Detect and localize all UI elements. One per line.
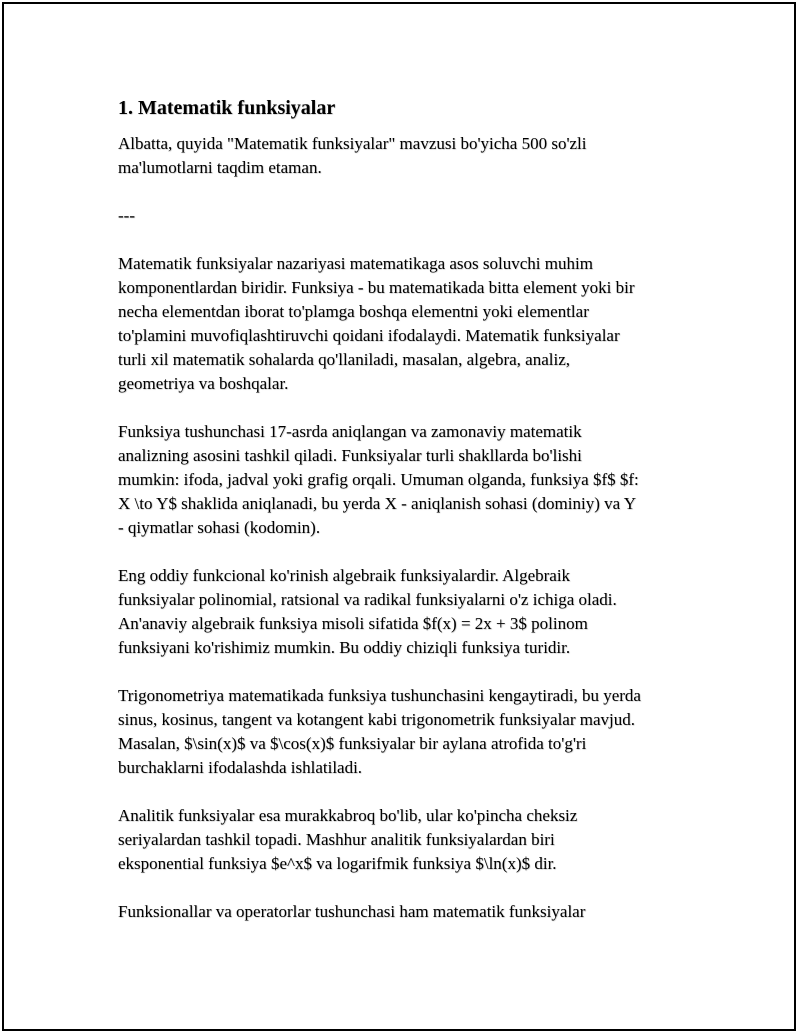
intro-paragraph: Albatta, quyida "Matematik funksiyalar" mavzusi bo'yicha 500 so'zli ma'lumotlarni taqdim etaman. bbox=[118, 134, 587, 177]
paragraph-trigonometric: Trigonometriya matematikada funksiya tushunchasini kengaytiradi, bu yerda sinus, kosinus, tangent va kotangent kabi trigonometrik funksiyalar mavjud. Masalan, $\sin(x)$ va $\cos(x)$ funksiyalar bir aylana atrofida to'g'ri burchaklarni ifodalashda ishlatiladi. bbox=[118, 686, 641, 777]
separator-line: --- bbox=[118, 206, 135, 225]
paragraph-definition: Matematik funksiyalar nazariyasi matematikaga asos soluvchi muhim komponentlardan biridir. Funksiya - bu matematikada bitta element yoki bir necha elementdan iborat to'plamga boshqa elementni yoki elementlar to'plamini muvofiqlashtiruvchi qoidani ifodalaydi. Matematik funksiyalar turli xil matematik sohalarda qo'llaniladi, masalan, algebra, analiz, geometriya va boshqalar. bbox=[118, 254, 635, 393]
paragraph-algebraic: Eng oddiy funkcional ko'rinish algebraik funksiyalardir. Algebraik funksiyalar polinomial, ratsional va radikal funksiyalarni o'z ichiga oladi. An'anaviy algebraik funksiya misoli sifatida $f(x) = 2x + 3$ polinom funksiyani ko'rishimiz mumkin. Bu oddiy chiziqli funksiya turidir. bbox=[118, 566, 617, 657]
paragraph-functionals: Funksionallar va operatorlar tushunchasi ham matematik funksiyalar bbox=[118, 902, 586, 921]
section-heading: 1. Matematik funksiyalar bbox=[118, 97, 336, 119]
paragraph-history: Funksiya tushunchasi 17-asrda aniqlangan va zamonaviy matematik analizning asosini tashkil qiladi. Funksiyalar turli shakllarda bo'lishi mumkin: ifoda, jadval yoki grafig orqali. Umuman olganda, funksiya $f$ $f: X \to Y$ shaklida aniqlanadi, bu yerda X - aniqlanish sohasi (dominiy) va Y - qiymatlar sohasi (kodomin). bbox=[118, 422, 639, 537]
paragraph-analytic: Analitik funksiyalar esa murakkabroq bo'lib, ular ko'pincha cheksiz seriyalardan tashkil topadi. Mashhur analitik funksiyalardan biri eksponential funksiya $e^x$ va logarifmik funksiya $\ln(x)$ dir. bbox=[118, 806, 578, 873]
document-body bbox=[118, 96, 693, 948]
